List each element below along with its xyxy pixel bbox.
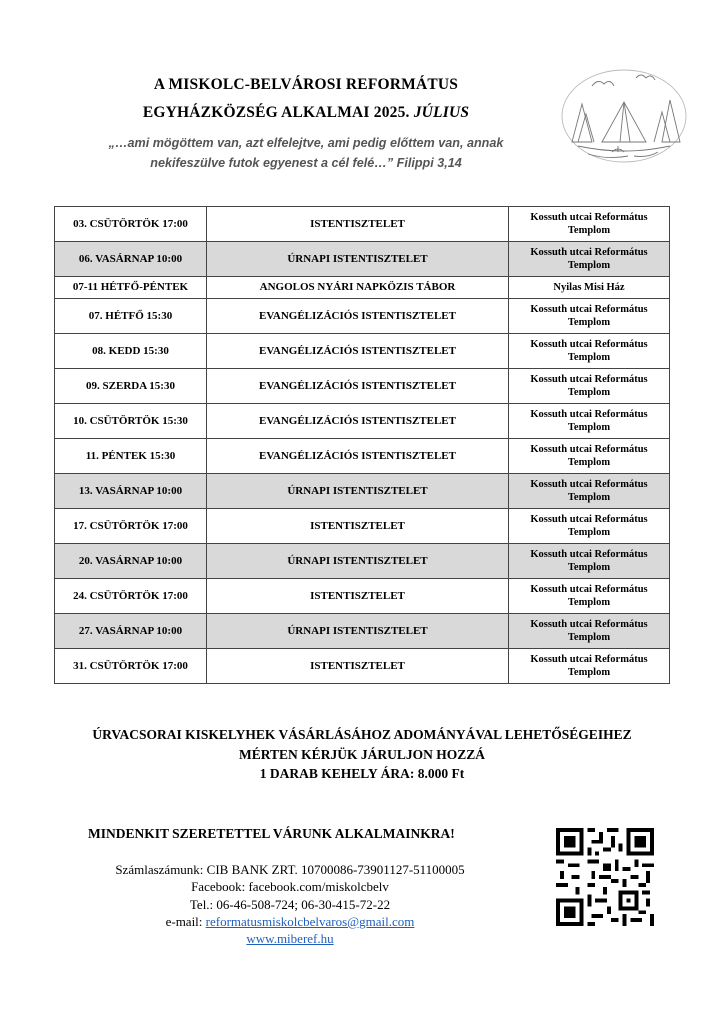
- place-line1: Kossuth utcai Református: [530, 479, 648, 490]
- place-line2: Templom: [567, 457, 611, 468]
- website-link[interactable]: www.miberef.hu: [246, 931, 334, 947]
- schedule-place: [509, 277, 670, 299]
- schedule-date: 27. VASÁRNAP 10:00: [55, 614, 207, 649]
- schedule-event: ISTENTISZTELET: [207, 207, 509, 242]
- notice-line2: MÉRTEN KÉRJÜK JÁRULJON HOZZÁ: [239, 746, 485, 762]
- schedule-place: [509, 544, 670, 579]
- schedule-date: 31. CSÜTÖRTÖK 17:00: [55, 649, 207, 684]
- schedule-date: 08. KEDD 15:30: [55, 334, 207, 369]
- schedule-place: [509, 579, 670, 614]
- schedule-place: [509, 509, 670, 544]
- email-line: [60, 913, 520, 930]
- place-line2: Templom: [567, 527, 611, 538]
- schedule-date: 06. VASÁRNAP 10:00: [55, 242, 207, 277]
- schedule-row: [55, 509, 670, 544]
- place-line2: Templom: [567, 317, 611, 328]
- schedule-date: 11. PÉNTEK 15:30: [55, 439, 207, 474]
- schedule-event: ISTENTISZTELET: [207, 579, 509, 614]
- email-label: e-mail:: [165, 913, 203, 929]
- schedule-date: 13. VASÁRNAP 10:00: [55, 474, 207, 509]
- schedule-date: 17. CSÜTÖRTÖK 17:00: [55, 509, 207, 544]
- place-line1: Kossuth utcai Református: [530, 549, 648, 560]
- schedule-date: 24. CSÜTÖRTÖK 17:00: [55, 579, 207, 614]
- schedule-event: EVANGÉLIZÁCIÓS ISTENTISZTELET: [207, 334, 509, 369]
- schedule-place: [509, 649, 670, 684]
- schedule-date: 20. VASÁRNAP 10:00: [55, 544, 207, 579]
- place-line2: Templom: [567, 597, 611, 608]
- schedule-row: [55, 242, 670, 277]
- place-line1: Kossuth utcai Református: [530, 247, 648, 258]
- quote-line2: nekifeszülve futok egyenest a cél felé…” Filippi 3,14: [150, 156, 462, 170]
- contact-block: [60, 861, 520, 947]
- place-line1: Kossuth utcai Református: [530, 304, 648, 315]
- schedule-event: ÚRNAPI ISTENTISZTELET: [207, 242, 509, 277]
- schedule-row: [55, 439, 670, 474]
- schedule-place: [509, 614, 670, 649]
- schedule-date: 09. SZERDA 15:30: [55, 369, 207, 404]
- place-line2: Templom: [567, 260, 611, 271]
- place-line1: Kossuth utcai Református: [530, 409, 648, 420]
- schedule-date: 07-11 HÉTFŐ-PÉNTEK: [55, 277, 207, 299]
- schedule-row: [55, 614, 670, 649]
- schedule-table: [54, 206, 670, 684]
- schedule-row: [55, 369, 670, 404]
- place-line2: Templom: [567, 225, 611, 236]
- schedule-event: ÚRNAPI ISTENTISZTELET: [207, 474, 509, 509]
- place-line1: Kossuth utcai Református: [530, 619, 648, 630]
- bank-account: Számlaszámunk: CIB BANK ZRT. 10700086-73901127-51100005: [115, 862, 465, 877]
- place-line1: Kossuth utcai Református: [530, 514, 648, 525]
- place-line2: Templom: [567, 387, 611, 398]
- place-line2: Templom: [567, 667, 611, 678]
- schedule-event: ANGOLOS NYÁRI NAPKÖZIS TÁBOR: [207, 277, 509, 299]
- notice-line1: ÚRVACSORAI KISKELYHEK VÁSÁRLÁSÁHOZ ADOMÁNYÁVAL LEHETŐSÉGEIHEZ: [92, 727, 632, 742]
- place-line2: Templom: [567, 562, 611, 573]
- place-line1: Nyilas Misi Ház: [553, 282, 625, 293]
- schedule-date: 10. CSÜTÖRTÖK 15:30: [55, 404, 207, 439]
- place-line2: Templom: [567, 352, 611, 363]
- schedule-event: EVANGÉLIZÁCIÓS ISTENTISZTELET: [207, 299, 509, 334]
- notice-line3: 1 DARAB KEHELY ÁRA: 8.000 Ft: [259, 766, 465, 781]
- schedule-date: 07. HÉTFŐ 15:30: [55, 299, 207, 334]
- website-line: [60, 930, 520, 947]
- place-line2: Templom: [567, 492, 611, 503]
- schedule-place: [509, 404, 670, 439]
- schedule-row: [55, 649, 670, 684]
- place-line1: Kossuth utcai Református: [530, 444, 648, 455]
- schedule-row: [55, 404, 670, 439]
- schedule-event: EVANGÉLIZÁCIÓS ISTENTISZTELET: [207, 404, 509, 439]
- bible-quote: [80, 133, 532, 173]
- schedule-row: [55, 579, 670, 614]
- schedule-row: [55, 334, 670, 369]
- place-line1: Kossuth utcai Református: [530, 654, 648, 665]
- schedule-event: ÚRNAPI ISTENTISZTELET: [207, 544, 509, 579]
- facebook-info: Facebook: facebook.com/miskolcbelv: [191, 879, 389, 895]
- header-line2-text: EGYHÁZKÖZSÉG ALKALMAI 2025.: [142, 104, 410, 121]
- invitation-text: MINDENKIT SZERETETTEL VÁRUNK ALKALMAINKRA!: [88, 826, 455, 841]
- schedule-event: EVANGÉLIZÁCIÓS ISTENTISZTELET: [207, 369, 509, 404]
- header-line1: A MISKOLC-BELVÁROSI REFORMÁTUS: [153, 76, 459, 93]
- schedule-date: 03. CSÜTÖRTÖK 17:00: [55, 207, 207, 242]
- phone-info: Tel.: 06-46-508-724; 06-30-415-72-22: [189, 896, 391, 912]
- schedule-event: ISTENTISZTELET: [207, 649, 509, 684]
- schedule-place: [509, 334, 670, 369]
- schedule-row: [55, 207, 670, 242]
- chalice-notice: [0, 725, 724, 784]
- place-line1: Kossuth utcai Református: [530, 212, 648, 223]
- schedule-event: EVANGÉLIZÁCIÓS ISTENTISZTELET: [207, 439, 509, 474]
- header-month: JÚLIUS: [413, 104, 470, 121]
- schedule-place: [509, 242, 670, 277]
- schedule-row: [55, 277, 670, 299]
- schedule-row: [55, 544, 670, 579]
- schedule-event: ISTENTISZTELET: [207, 509, 509, 544]
- camping-illustration: [558, 64, 690, 168]
- schedule-place: [509, 439, 670, 474]
- schedule-place: [509, 474, 670, 509]
- schedule-row: [55, 474, 670, 509]
- place-line2: Templom: [567, 422, 611, 433]
- place-line1: Kossuth utcai Református: [530, 374, 648, 385]
- quote-line1: „…ami mögöttem van, azt elfelejtve, ami pedig előttem van, annak: [108, 136, 504, 150]
- schedule-place: [509, 207, 670, 242]
- schedule-row: [55, 299, 670, 334]
- place-line2: Templom: [567, 632, 611, 643]
- header-line2: [0, 104, 612, 122]
- schedule-event: ÚRNAPI ISTENTISZTELET: [207, 614, 509, 649]
- email-link[interactable]: reformatusmiskolcbelvaros@gmail.com: [205, 913, 415, 929]
- place-line1: Kossuth utcai Református: [530, 339, 648, 350]
- schedule-place: [509, 369, 670, 404]
- schedule-place: [509, 299, 670, 334]
- place-line1: Kossuth utcai Református: [530, 584, 648, 595]
- qr-code[interactable]: [556, 828, 654, 926]
